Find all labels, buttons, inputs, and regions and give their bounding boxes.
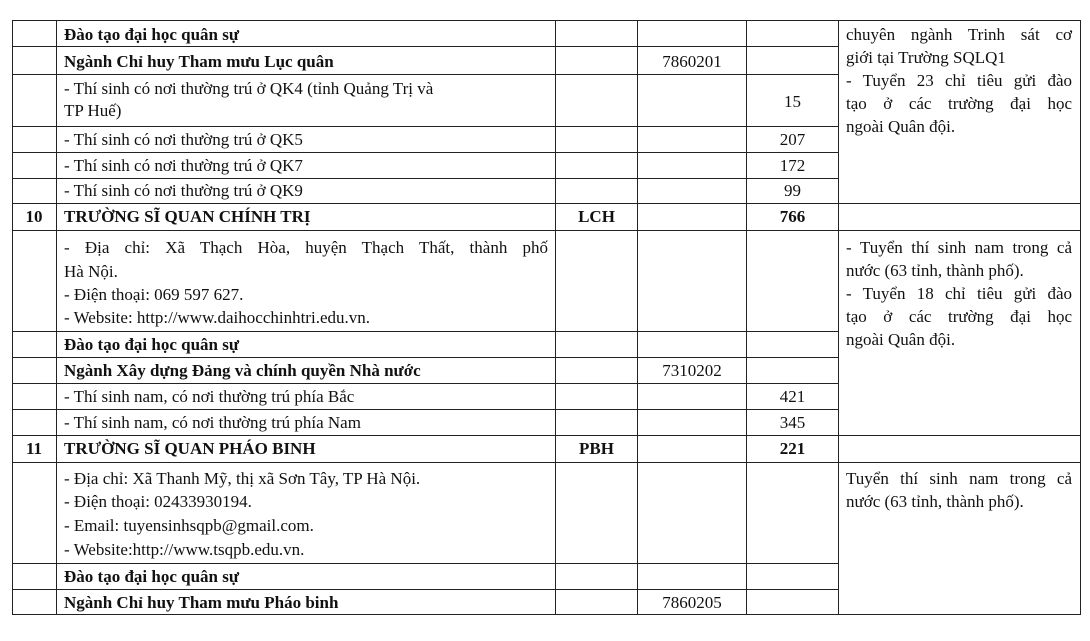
quota-value: 207 (779, 130, 806, 149)
quota-value: 99 (784, 181, 801, 200)
quota-value: 15 (784, 92, 801, 111)
quota-row-label: - Thí sinh có nơi thường trú ở QK4 (tỉnh Quảng Trị và (64, 79, 434, 98)
quota-value: 421 (779, 387, 806, 406)
quota-row-label: - Thí sinh có nơi thường trú ở QK9 (64, 181, 303, 200)
school-address-10-cont: Hà Nội. (64, 262, 118, 281)
school-code-11: PBH (579, 439, 614, 458)
quota-row-label: - Thí sinh nam, có nơi thường trú phía Bắc (64, 387, 355, 406)
quota-row-label: - Thí sinh có nơi thường trú ở QK7 (64, 156, 303, 175)
school-address-10: - Địa chỉ: Xã Thạch Hòa, huyện Thạch Thất, thành phố (64, 238, 548, 257)
school-phone-10: - Điện thoại: 069 597 627. (64, 285, 244, 304)
major-name-1: Ngành Chỉ huy Tham mưu Lục quân (64, 52, 334, 71)
major-name-10: Ngành Xây dựng Đảng và chính quyền Nhà nước (64, 361, 421, 380)
training-label-10: Đào tạo đại học quân sự (64, 335, 240, 354)
major-code-1: 7860201 (662, 52, 722, 71)
school-total-10: 766 (779, 207, 806, 226)
school-website-10: - Website: http://www.daihocchinhtri.edu.vn. (64, 308, 370, 327)
major-code-10: 7310202 (662, 361, 722, 380)
school-email-11: - Email: tuyensinhsqpb@gmail.com. (64, 516, 314, 535)
school-name-11: TRƯỜNG SĨ QUAN PHÁO BINH (64, 439, 316, 458)
training-label-1: Đào tạo đại học quân sự (64, 25, 240, 44)
quota-row-label: - Thí sinh có nơi thường trú ở QK5 (64, 130, 303, 149)
school-phone-11: - Điện thoại: 02433930194. (64, 492, 252, 511)
school-address-11: - Địa chỉ: Xã Thanh Mỹ, thị xã Sơn Tây, TP Hà Nội. (64, 469, 421, 488)
school-code-10: LCH (578, 207, 615, 226)
quota-row-label: - Thí sinh nam, có nơi thường trú phía Nam (64, 413, 361, 432)
school-number-11: 11 (25, 439, 43, 458)
admissions-table-page: Đào tạo đại học quân sự Ngành Chỉ huy Tham mưu Lục quân 7860201 - Thí sinh có nơi thường trú ở QK4 (tỉnh Quảng Trị và TP Huế) 15 - Thí sinh có nơi thường trú ở QK5 207 - Thí sinh có nơi thường trú ở QK7 172 - Thí sinh có nơi thường trú ở QK9 99 chuyên ngành Trinh sát cơ giới tại Trường SQLQ1 - Tuyển 23 chỉ tiêu gửi đào tạo ở các trường đại học ngoài Quân đội. 10 TRƯỜNG SĨ QUAN CHÍNH TRỊ LCH 766 - Địa chỉ: Xã Thạch Hòa, huyện Thạch Thất, thành phố Hà Nội. - Điện thoại: 069 597 627. - Website: http://www.daihocchinhtri.edu.vn. Đào tạo đại học quân sự Ngành Xây dựng Đảng và chính quyền Nhà nước 7310202 - Thí sinh nam, có nơi thường trú phía Bắc 421 - Thí sinh nam, có nơi thường trú phía Nam 345 - Tuyển thí sinh nam trong cả nước (63 tỉnh, thành phố). - Tuyển 18 chỉ tiêu gửi đào tạo ở các trường đại học ngoài Quân đội. 11 TRƯỜNG SĨ QUAN PHÁO BINH PBH 221 - Địa chỉ: Xã Thanh Mỹ, thị xã Sơn Tây, TP Hà Nội. - Điện thoại: 02433930194. - Email: tuyensinhsqpb@gmail.com. - Website:http://www.tsqpb.edu.vn. Đào tạo đại học quân sự Ngành Chỉ huy Tham mưu Pháo binh 7860205 Tuyển thí sinh nam trong cả nước (63 tỉnh, thành phố). (0, 0, 1090, 641)
training-label-11: Đào tạo đại học quân sự (64, 567, 240, 586)
quota-row-label-cont: TP Huế) (64, 101, 122, 120)
school-number-10: 10 (25, 207, 43, 226)
quota-value: 172 (779, 156, 806, 175)
major-code-11: 7860205 (662, 593, 722, 612)
quota-value: 345 (779, 413, 806, 432)
major-name-11: Ngành Chỉ huy Tham mưu Pháo binh (64, 593, 339, 612)
school-name-10: TRƯỜNG SĨ QUAN CHÍNH TRỊ (64, 207, 311, 226)
school-total-11: 221 (779, 439, 806, 458)
school-website-11: - Website:http://www.tsqpb.edu.vn. (64, 540, 305, 559)
